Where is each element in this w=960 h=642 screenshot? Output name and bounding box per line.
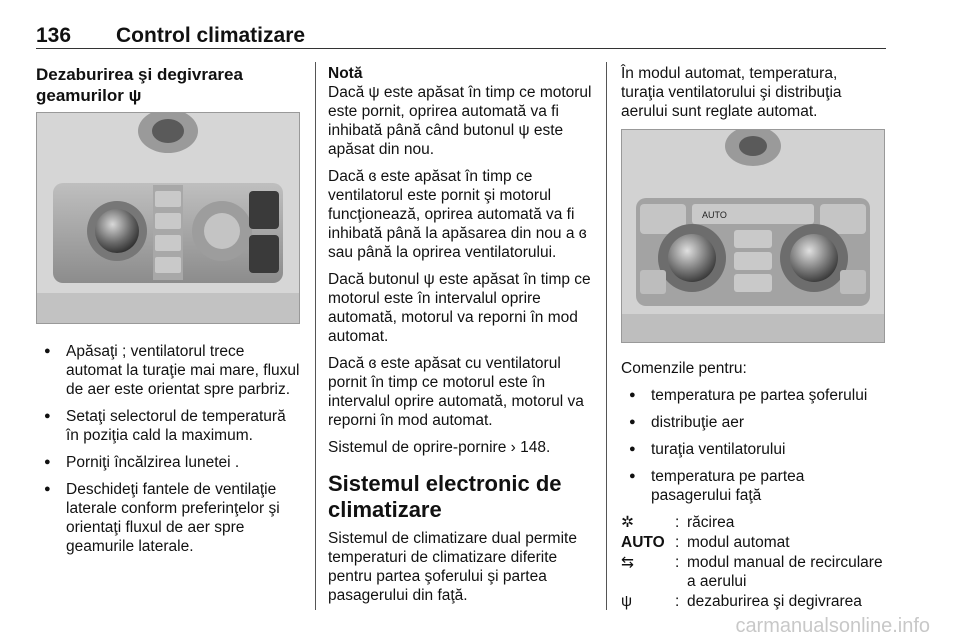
section-heading-defrost: Dezaburirea şi degivrarea geamurilor ψ <box>36 65 243 105</box>
watermark: carmanualsonline.info <box>735 615 930 637</box>
list-item: ● Apăsaţi ; ventilatorul trece automat la turaţie mai mare, fluxul de aer este orientat spre parbriz. <box>36 342 301 399</box>
section-body: Sistemul de climatizare dual permite temperaturi de climatizare diferite pentru partea şoferului şi partea pasagerului din faţă. <box>328 530 577 604</box>
def-text-recirculation: modul manual de recirculare a aerului <box>687 554 883 590</box>
def-text-defrost: dezaburirea şi degivrarea <box>687 593 862 610</box>
controls-label: Comenzile pentru: <box>621 360 747 377</box>
chapter-title: Control climatizare <box>116 24 306 47</box>
list-item: ● temperatura pe partea şoferului <box>621 386 883 405</box>
header-rule <box>36 48 886 49</box>
defrost-icon: ψ <box>423 271 435 288</box>
reference-arrow-icon: › <box>510 439 516 456</box>
fan-icon: ɞ <box>578 225 587 242</box>
column-2 <box>328 64 594 613</box>
def-text-cooling: răcirea <box>687 514 735 531</box>
column-3 <box>621 64 883 611</box>
defrost-icon: ψ <box>368 84 380 101</box>
fan-icon: ɞ <box>368 168 377 185</box>
page-number: 136 <box>36 24 72 47</box>
note-paragraph-4: Dacă ɞ este apăsat cu ventilatorul pornit în timp ce motorul este în intervalul oprire automată, motorul va reporni în mod automat. <box>328 355 584 429</box>
defrost-icon: ψ <box>621 593 633 610</box>
climate-panel-image-2 <box>621 129 885 343</box>
manual-climate-panel-illustration <box>37 113 299 323</box>
auto-climate-panel-illustration <box>622 130 884 342</box>
recirculation-icon: ⇆ <box>621 554 634 571</box>
defrost-icon: ψ <box>128 86 142 105</box>
auto-label: AUTO <box>621 534 665 551</box>
def-text-auto: modul automat <box>687 534 790 551</box>
cross-reference: Sistemul de oprire-pornire › 148. <box>328 439 551 456</box>
note-title: Notă <box>328 65 363 82</box>
defrost-icon: ψ <box>518 122 530 139</box>
list-item: ● Deschideţi fantele de ventilaţie laterale conform preferinţelor şi orientaţi fluxul de aer spre geamurile laterale. <box>36 480 301 556</box>
note-paragraph-3: Dacă butonul ψ este apăsat în timp ce motorul este în intervalul oprire automată, motorul va reporni în mod automat. <box>328 271 591 345</box>
list-item: ● turaţia ventilatorului <box>621 440 883 459</box>
auto-mode-intro: În modul automat, temperatura, turaţia ventilatorului şi distribuţia aerului sunt reglate automat. <box>621 65 842 120</box>
symbol-definitions: ✲ : răcirea AUTO : modul automat ⇆ : modul manual de recirculare a aerului ψ : dezaburirea şi degivrarea <box>621 514 883 610</box>
cooling-icon: ✲ <box>621 514 634 531</box>
list-item: ● distribuţie aer <box>621 413 883 432</box>
column-divider-1 <box>315 62 316 610</box>
list-item: ● Porniţi încălzirea lunetei . <box>36 453 301 472</box>
column-divider-2 <box>606 62 607 610</box>
controls-list <box>621 386 883 505</box>
section-title-climate: Sistemul electronic de climatizare <box>328 471 562 522</box>
list-item: ● Setaţi selectorul de temperatură în poziţia cald la maximum. <box>36 407 301 445</box>
climate-panel-image-1 <box>36 112 300 324</box>
auto-button-label: AUTO <box>702 210 727 220</box>
defrost-steps-list <box>36 342 301 556</box>
note-paragraph-1: Dacă ψ este apăsat în timp ce motorul este pornit, oprirea automată va fi inhibată până când butonul ψ este apăsat din nou. <box>328 84 592 158</box>
list-item: ● temperatura pe partea pasagerului faţă <box>621 467 883 505</box>
note-paragraph-2: Dacă ɞ este apăsat în timp ce ventilatorul este pornit şi motorul funcţionează, oprirea automată va fi inhibată până la apăsarea din nou a ɞ sau până la oprirea ventilatorului. <box>328 168 587 261</box>
column-1 <box>36 64 301 564</box>
fan-icon: ɞ <box>368 355 377 372</box>
